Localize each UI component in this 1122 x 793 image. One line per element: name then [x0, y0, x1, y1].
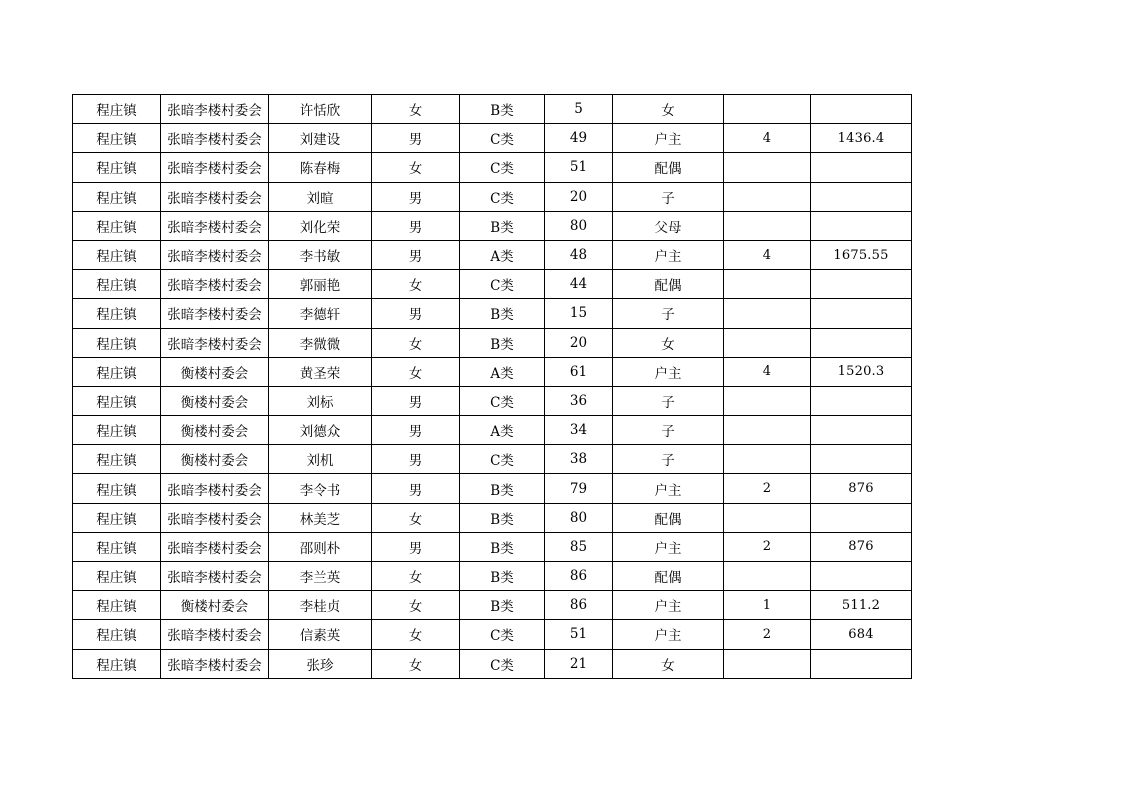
table-row	[73, 124, 912, 153]
cell-relation: 子	[613, 299, 724, 328]
cell-household-size: 4	[724, 124, 811, 153]
cell-village-committee: 衡楼村委会	[161, 591, 269, 620]
cell-relation: 子	[613, 416, 724, 445]
cell-name: 李微微	[269, 328, 372, 357]
cell-category: C类	[460, 270, 545, 299]
cell-amount	[811, 386, 912, 415]
cell-category: C类	[460, 649, 545, 678]
cell-household-size	[724, 386, 811, 415]
cell-category: B类	[460, 591, 545, 620]
cell-relation: 户主	[613, 357, 724, 386]
cell-village-committee: 张暗李楼村委会	[161, 182, 269, 211]
cell-age: 48	[545, 240, 613, 269]
cell-age: 80	[545, 503, 613, 532]
cell-amount	[811, 503, 912, 532]
cell-age: 44	[545, 270, 613, 299]
table-row	[73, 153, 912, 182]
cell-name: 李书敏	[269, 240, 372, 269]
cell-household-size	[724, 270, 811, 299]
cell-relation: 父母	[613, 211, 724, 240]
cell-town: 程庄镇	[73, 532, 161, 561]
cell-name: 刘暄	[269, 182, 372, 211]
cell-household-size	[724, 182, 811, 211]
cell-amount: 1520.3	[811, 357, 912, 386]
cell-town: 程庄镇	[73, 299, 161, 328]
cell-amount: 876	[811, 532, 912, 561]
cell-town: 程庄镇	[73, 416, 161, 445]
cell-category: C类	[460, 445, 545, 474]
cell-gender: 女	[372, 357, 460, 386]
cell-gender: 女	[372, 270, 460, 299]
cell-relation: 户主	[613, 532, 724, 561]
cell-category: B类	[460, 503, 545, 532]
cell-relation: 女	[613, 95, 724, 124]
cell-name: 林美芝	[269, 503, 372, 532]
cell-relation: 配偶	[613, 270, 724, 299]
cell-town: 程庄镇	[73, 649, 161, 678]
cell-gender: 女	[372, 591, 460, 620]
cell-town: 程庄镇	[73, 211, 161, 240]
cell-household-size	[724, 153, 811, 182]
cell-household-size: 2	[724, 474, 811, 503]
cell-amount: 684	[811, 620, 912, 649]
cell-name: 刘标	[269, 386, 372, 415]
cell-name: 郭丽艳	[269, 270, 372, 299]
cell-town: 程庄镇	[73, 124, 161, 153]
cell-gender: 女	[372, 503, 460, 532]
cell-age: 85	[545, 532, 613, 561]
cell-village-committee: 张暗李楼村委会	[161, 328, 269, 357]
cell-gender: 男	[372, 532, 460, 561]
cell-amount: 1436.4	[811, 124, 912, 153]
cell-household-size: 4	[724, 240, 811, 269]
table-row	[73, 503, 912, 532]
cell-household-size	[724, 299, 811, 328]
cell-gender: 女	[372, 620, 460, 649]
cell-amount	[811, 211, 912, 240]
cell-town: 程庄镇	[73, 474, 161, 503]
cell-town: 程庄镇	[73, 503, 161, 532]
cell-name: 刘建设	[269, 124, 372, 153]
cell-village-committee: 张暗李楼村委会	[161, 211, 269, 240]
cell-age: 21	[545, 649, 613, 678]
cell-age: 80	[545, 211, 613, 240]
cell-age: 51	[545, 153, 613, 182]
cell-amount	[811, 649, 912, 678]
cell-relation: 户主	[613, 240, 724, 269]
cell-relation: 户主	[613, 124, 724, 153]
cell-household-size: 2	[724, 532, 811, 561]
cell-village-committee: 张暗李楼村委会	[161, 153, 269, 182]
table-row	[73, 95, 912, 124]
cell-age: 36	[545, 386, 613, 415]
cell-amount: 1675.55	[811, 240, 912, 269]
cell-household-size	[724, 211, 811, 240]
cell-gender: 女	[372, 649, 460, 678]
cell-amount	[811, 445, 912, 474]
cell-category: C类	[460, 153, 545, 182]
cell-village-committee: 张暗李楼村委会	[161, 532, 269, 561]
table-row	[73, 182, 912, 211]
cell-gender: 男	[372, 299, 460, 328]
cell-gender: 女	[372, 95, 460, 124]
cell-town: 程庄镇	[73, 328, 161, 357]
cell-village-committee: 衡楼村委会	[161, 416, 269, 445]
cell-gender: 男	[372, 474, 460, 503]
cell-town: 程庄镇	[73, 95, 161, 124]
cell-relation: 配偶	[613, 153, 724, 182]
cell-household-size: 2	[724, 620, 811, 649]
cell-category: C类	[460, 386, 545, 415]
cell-name: 信素英	[269, 620, 372, 649]
table-row	[73, 357, 912, 386]
cell-gender: 男	[372, 124, 460, 153]
cell-name: 许恬欣	[269, 95, 372, 124]
cell-category: C类	[460, 182, 545, 211]
cell-name: 张珍	[269, 649, 372, 678]
table-row	[73, 532, 912, 561]
cell-town: 程庄镇	[73, 357, 161, 386]
cell-name: 陈春梅	[269, 153, 372, 182]
cell-category: C类	[460, 124, 545, 153]
cell-amount: 511.2	[811, 591, 912, 620]
cell-name: 邵则朴	[269, 532, 372, 561]
cell-relation: 配偶	[613, 503, 724, 532]
cell-gender: 男	[372, 445, 460, 474]
table-row	[73, 649, 912, 678]
cell-amount	[811, 153, 912, 182]
cell-category: B类	[460, 532, 545, 561]
cell-village-committee: 衡楼村委会	[161, 357, 269, 386]
cell-village-committee: 张暗李楼村委会	[161, 270, 269, 299]
table-row	[73, 211, 912, 240]
cell-household-size: 4	[724, 357, 811, 386]
table-row	[73, 620, 912, 649]
cell-age: 20	[545, 328, 613, 357]
cell-age: 51	[545, 620, 613, 649]
cell-category: C类	[460, 620, 545, 649]
cell-town: 程庄镇	[73, 182, 161, 211]
table-row	[73, 474, 912, 503]
cell-name: 刘机	[269, 445, 372, 474]
cell-category: B类	[460, 299, 545, 328]
cell-gender: 男	[372, 211, 460, 240]
cell-amount	[811, 182, 912, 211]
cell-category: A类	[460, 240, 545, 269]
cell-name: 李兰英	[269, 562, 372, 591]
cell-town: 程庄镇	[73, 153, 161, 182]
cell-gender: 男	[372, 416, 460, 445]
cell-relation: 户主	[613, 591, 724, 620]
cell-household-size	[724, 503, 811, 532]
cell-town: 程庄镇	[73, 270, 161, 299]
cell-household-size	[724, 328, 811, 357]
cell-relation: 子	[613, 445, 724, 474]
cell-age: 34	[545, 416, 613, 445]
table-row	[73, 240, 912, 269]
cell-name: 李德轩	[269, 299, 372, 328]
cell-amount	[811, 270, 912, 299]
cell-relation: 子	[613, 182, 724, 211]
cell-household-size	[724, 95, 811, 124]
cell-gender: 女	[372, 562, 460, 591]
cell-town: 程庄镇	[73, 562, 161, 591]
cell-category: B类	[460, 95, 545, 124]
cell-relation: 户主	[613, 620, 724, 649]
cell-town: 程庄镇	[73, 386, 161, 415]
cell-village-committee: 张暗李楼村委会	[161, 124, 269, 153]
cell-amount: 876	[811, 474, 912, 503]
cell-town: 程庄镇	[73, 620, 161, 649]
table-row	[73, 386, 912, 415]
cell-gender: 男	[372, 182, 460, 211]
cell-village-committee: 张暗李楼村委会	[161, 562, 269, 591]
cell-household-size	[724, 445, 811, 474]
cell-relation: 女	[613, 649, 724, 678]
cell-name: 李令书	[269, 474, 372, 503]
cell-age: 49	[545, 124, 613, 153]
cell-category: B类	[460, 211, 545, 240]
cell-household-size: 1	[724, 591, 811, 620]
cell-village-committee: 张暗李楼村委会	[161, 503, 269, 532]
cell-village-committee: 张暗李楼村委会	[161, 620, 269, 649]
cell-age: 79	[545, 474, 613, 503]
cell-amount	[811, 416, 912, 445]
cell-gender: 女	[372, 153, 460, 182]
cell-age: 15	[545, 299, 613, 328]
cell-town: 程庄镇	[73, 240, 161, 269]
cell-name: 黄圣荣	[269, 357, 372, 386]
cell-relation: 女	[613, 328, 724, 357]
cell-name: 李桂贞	[269, 591, 372, 620]
table-row	[73, 591, 912, 620]
table-row	[73, 270, 912, 299]
cell-amount	[811, 299, 912, 328]
table-row	[73, 562, 912, 591]
table-row	[73, 328, 912, 357]
cell-category: B类	[460, 474, 545, 503]
cell-amount	[811, 95, 912, 124]
cell-relation: 户主	[613, 474, 724, 503]
cell-gender: 男	[372, 240, 460, 269]
cell-age: 38	[545, 445, 613, 474]
cell-village-committee: 张暗李楼村委会	[161, 474, 269, 503]
cell-gender: 男	[372, 386, 460, 415]
cell-age: 5	[545, 95, 613, 124]
table-row	[73, 416, 912, 445]
table-row	[73, 299, 912, 328]
cell-relation: 子	[613, 386, 724, 415]
cell-age: 86	[545, 562, 613, 591]
cell-amount	[811, 328, 912, 357]
cell-village-committee: 衡楼村委会	[161, 445, 269, 474]
data-table	[72, 94, 912, 679]
cell-household-size	[724, 649, 811, 678]
cell-name: 刘化荣	[269, 211, 372, 240]
cell-household-size	[724, 416, 811, 445]
cell-amount	[811, 562, 912, 591]
cell-village-committee: 张暗李楼村委会	[161, 240, 269, 269]
cell-name: 刘德众	[269, 416, 372, 445]
cell-village-committee: 张暗李楼村委会	[161, 299, 269, 328]
cell-village-committee: 衡楼村委会	[161, 386, 269, 415]
cell-town: 程庄镇	[73, 591, 161, 620]
cell-category: A类	[460, 357, 545, 386]
cell-category: B类	[460, 562, 545, 591]
table-row	[73, 445, 912, 474]
cell-gender: 女	[372, 328, 460, 357]
cell-town: 程庄镇	[73, 445, 161, 474]
table-body	[73, 95, 912, 679]
cell-age: 61	[545, 357, 613, 386]
cell-relation: 配偶	[613, 562, 724, 591]
cell-household-size	[724, 562, 811, 591]
cell-village-committee: 张暗李楼村委会	[161, 649, 269, 678]
cell-age: 20	[545, 182, 613, 211]
cell-age: 86	[545, 591, 613, 620]
cell-village-committee: 张暗李楼村委会	[161, 95, 269, 124]
cell-category: A类	[460, 416, 545, 445]
cell-category: B类	[460, 328, 545, 357]
